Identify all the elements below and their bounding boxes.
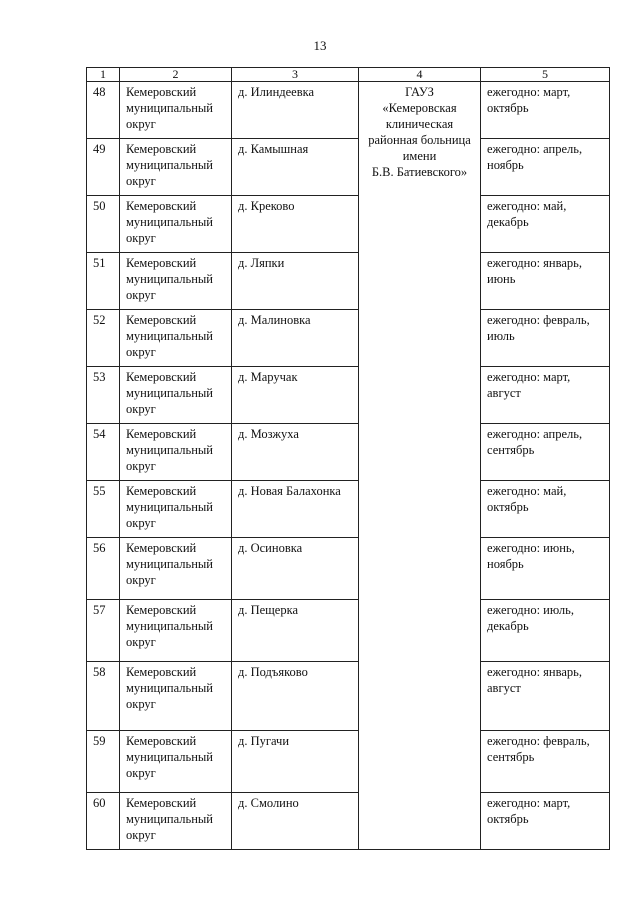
village-cell: д. Маручак <box>232 367 359 424</box>
district-cell <box>120 793 232 850</box>
district-line: муниципальный <box>126 681 213 695</box>
table-row <box>87 424 610 481</box>
organization-line: имени <box>402 149 437 163</box>
table-row <box>87 196 610 253</box>
table-row <box>87 367 610 424</box>
village-cell: д. Ляпки <box>232 253 359 310</box>
schedule-line: октябрь <box>487 812 529 826</box>
district-cell <box>120 367 232 424</box>
schedule-line: ежегодно: апрель, <box>487 427 583 441</box>
row-number: 50 <box>87 196 120 253</box>
schedule-line: ежегодно: июнь, <box>487 541 575 555</box>
row-number: 58 <box>87 662 120 731</box>
table-row <box>87 731 610 793</box>
district-line: муниципальный <box>126 158 213 172</box>
row-number: 55 <box>87 481 120 538</box>
district-cell <box>120 139 232 196</box>
district-cell <box>120 82 232 139</box>
district-line: Кемеровский <box>126 796 197 810</box>
district-line: Кемеровский <box>126 85 197 99</box>
column-header-1: 1 <box>87 68 120 82</box>
schedule-line: август <box>487 681 521 695</box>
district-line: муниципальный <box>126 750 213 764</box>
district-line: округ <box>126 288 156 302</box>
village-cell: д. Осиновка <box>232 538 359 600</box>
schedule-line: ноябрь <box>487 557 524 571</box>
village-cell: д. Смолино <box>232 793 359 850</box>
district-line: округ <box>126 516 156 530</box>
village-cell: д. Камышная <box>232 139 359 196</box>
schedule-line: ноябрь <box>487 158 524 172</box>
district-cell <box>120 600 232 662</box>
schedule-cell <box>481 310 610 367</box>
column-header-5: 5 <box>481 68 610 82</box>
schedule-cell <box>481 82 610 139</box>
district-line: муниципальный <box>126 812 213 826</box>
district-line: Кемеровский <box>126 484 197 498</box>
village-cell: д. Мозжуха <box>232 424 359 481</box>
schedule-line: июль <box>487 329 515 343</box>
page-number: 13 <box>313 38 327 53</box>
table-row <box>87 139 610 196</box>
schedule-line: сентябрь <box>487 443 535 457</box>
row-number: 56 <box>87 538 120 600</box>
district-cell <box>120 310 232 367</box>
village-cell: д. Пугачи <box>232 731 359 793</box>
row-number: 59 <box>87 731 120 793</box>
table-header-row <box>87 68 610 82</box>
table-row <box>87 82 610 139</box>
table-body <box>87 82 610 850</box>
district-line: муниципальный <box>126 329 213 343</box>
schedule-cell <box>481 196 610 253</box>
schedule-line: ежегодно: февраль, <box>487 734 590 748</box>
schedule-line: ежегодно: июль, <box>487 603 574 617</box>
district-line: Кемеровский <box>126 199 197 213</box>
organization-line: клиническая <box>385 117 454 131</box>
organization-line: «Кемеровская <box>382 101 457 115</box>
district-line: округ <box>126 231 156 245</box>
row-number: 53 <box>87 367 120 424</box>
village-cell: д. Илиндеевка <box>232 82 359 139</box>
table-row <box>87 538 610 600</box>
district-line: Кемеровский <box>126 734 197 748</box>
district-line: округ <box>126 459 156 473</box>
schedule-line: ежегодно: январь, <box>487 256 582 270</box>
table-row <box>87 481 610 538</box>
district-line: муниципальный <box>126 101 213 115</box>
schedule-line: ежегодно: май, <box>487 199 567 213</box>
schedule-cell <box>481 600 610 662</box>
district-line: округ <box>126 117 156 131</box>
column-header-4: 4 <box>359 68 481 82</box>
district-line: муниципальный <box>126 619 213 633</box>
schedule-cell <box>481 253 610 310</box>
district-cell <box>120 196 232 253</box>
schedule-cell <box>481 424 610 481</box>
table-row <box>87 793 610 850</box>
district-line: округ <box>126 174 156 188</box>
schedule-line: ежегодно: апрель, <box>487 142 583 156</box>
table-row <box>87 662 610 731</box>
schedule-line: октябрь <box>487 101 529 115</box>
district-cell <box>120 253 232 310</box>
organization-line: районная больница <box>368 133 471 147</box>
schedule-line: ежегодно: март, <box>487 85 571 99</box>
district-line: Кемеровский <box>126 313 197 327</box>
village-cell: д. Новая Балахонка <box>232 481 359 538</box>
district-line: Кемеровский <box>126 665 197 679</box>
district-line: Кемеровский <box>126 256 197 270</box>
district-cell <box>120 731 232 793</box>
row-number: 52 <box>87 310 120 367</box>
village-cell: д. Малиновка <box>232 310 359 367</box>
district-line: Кемеровский <box>126 541 197 555</box>
table-row <box>87 253 610 310</box>
row-number: 54 <box>87 424 120 481</box>
district-line: Кемеровский <box>126 603 197 617</box>
row-number: 57 <box>87 600 120 662</box>
district-line: муниципальный <box>126 500 213 514</box>
schedule-line: декабрь <box>487 215 529 229</box>
district-line: муниципальный <box>126 272 213 286</box>
schedule-cell <box>481 662 610 731</box>
district-line: Кемеровский <box>126 427 197 441</box>
schedule-line: июнь <box>487 272 516 286</box>
district-line: округ <box>126 828 156 842</box>
district-cell <box>120 424 232 481</box>
schedule-table <box>86 67 610 850</box>
table-row <box>87 600 610 662</box>
district-line: округ <box>126 635 156 649</box>
district-line: муниципальный <box>126 443 213 457</box>
schedule-cell <box>481 481 610 538</box>
schedule-cell <box>481 538 610 600</box>
schedule-line: ежегодно: март, <box>487 796 571 810</box>
schedule-line: август <box>487 386 521 400</box>
schedule-cell <box>481 731 610 793</box>
schedule-line: ежегодно: февраль, <box>487 313 590 327</box>
village-cell: д. Пещерка <box>232 600 359 662</box>
row-number: 48 <box>87 82 120 139</box>
district-line: муниципальный <box>126 386 213 400</box>
row-number: 60 <box>87 793 120 850</box>
district-line: муниципальный <box>126 215 213 229</box>
schedule-cell <box>481 793 610 850</box>
schedule-line: ежегодно: январь, <box>487 665 582 679</box>
schedule-line: сентябрь <box>487 750 535 764</box>
column-header-3: 3 <box>232 68 359 82</box>
district-line: муниципальный <box>126 557 213 571</box>
district-cell <box>120 662 232 731</box>
table-row <box>87 310 610 367</box>
district-line: Кемеровский <box>126 142 197 156</box>
district-line: округ <box>126 402 156 416</box>
schedule-line: декабрь <box>487 619 529 633</box>
schedule-cell <box>481 139 610 196</box>
organization-cell <box>359 82 481 850</box>
schedule-line: ежегодно: март, <box>487 370 571 384</box>
row-number: 49 <box>87 139 120 196</box>
schedule-line: ежегодно: май, <box>487 484 567 498</box>
schedule-cell <box>481 367 610 424</box>
village-cell: д. Подъяково <box>232 662 359 731</box>
district-line: округ <box>126 573 156 587</box>
district-cell <box>120 538 232 600</box>
district-cell <box>120 481 232 538</box>
schedule-line: октябрь <box>487 500 529 514</box>
organization-line: Б.В. Батиевского» <box>371 165 468 179</box>
village-cell: д. Креково <box>232 196 359 253</box>
district-line: Кемеровский <box>126 370 197 384</box>
row-number: 51 <box>87 253 120 310</box>
district-line: округ <box>126 697 156 711</box>
organization-line: ГАУЗ <box>405 85 434 99</box>
district-line: округ <box>126 345 156 359</box>
district-line: округ <box>126 766 156 780</box>
column-header-2: 2 <box>120 68 232 82</box>
